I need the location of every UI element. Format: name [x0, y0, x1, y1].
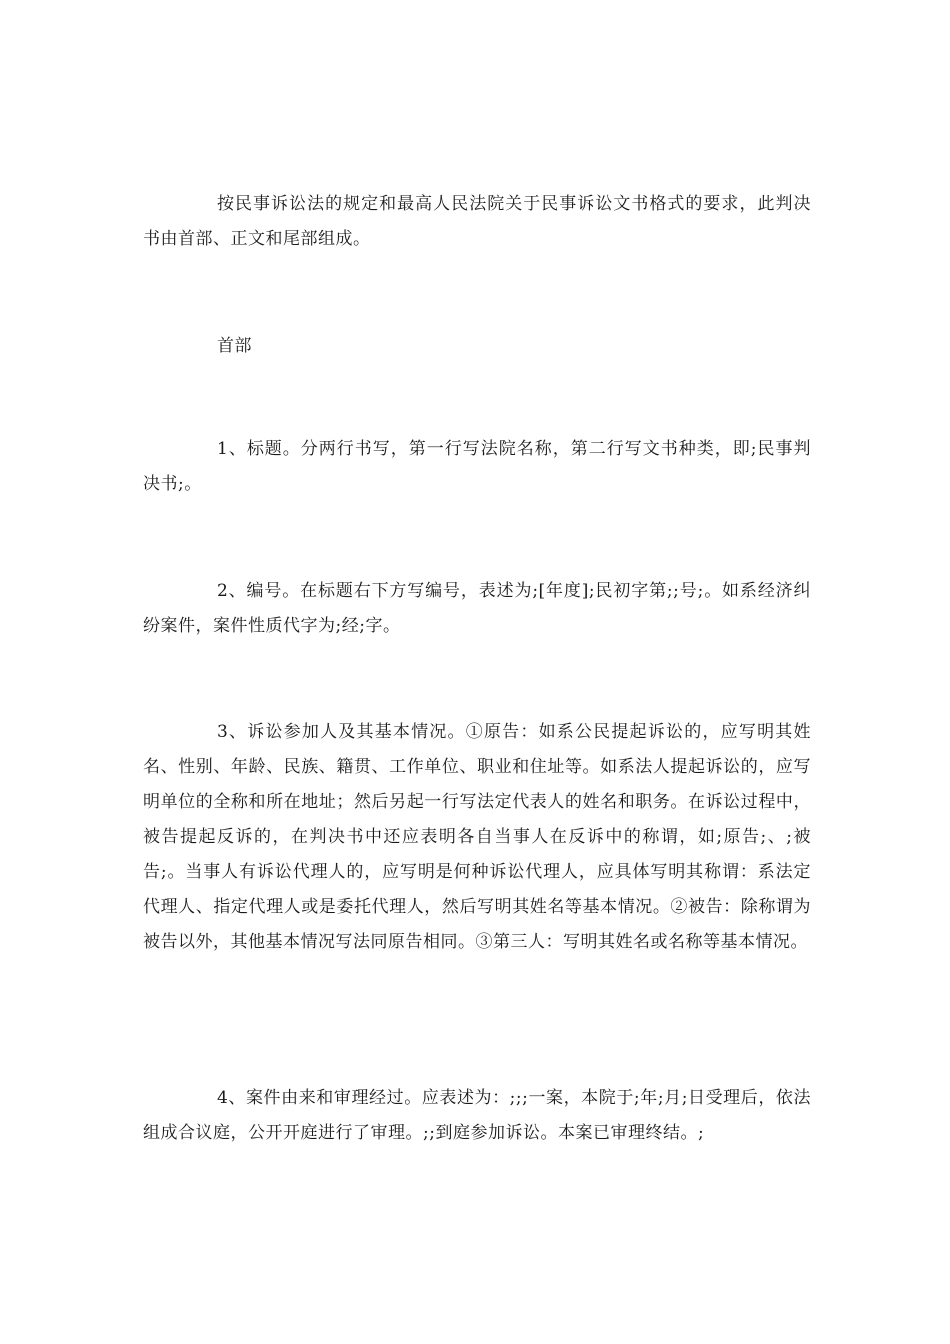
- section-heading-header: 首部: [217, 336, 252, 356]
- item-case-origin-paragraph: 4、案件由来和审理经过。应表述为：;;;一案，本院于;年;月;日受理后，依法组成合议庭，公开开庭进行了审理。;;到庭参加诉讼。本案已审理终结。;: [143, 1088, 811, 1143]
- item-number-paragraph: 2、编号。在标题右下方写编号，表述为;[年度];民初字第;;号;。如系经济纠纷案件，案件性质代字为;经;字。: [143, 581, 811, 636]
- item-title-paragraph: 1、标题。分两行书写，第一行写法院名称，第二行写文书种类，即;民事判决书;。: [143, 439, 811, 494]
- item-participants-paragraph: 3、诉讼参加人及其基本情况。①原告：如系公民提起诉讼的，应写明其姓名、性别、年龄、民族、籍贯、工作单位、职业和住址等。如系法人提起诉讼的，应写明单位的全称和所在地址；然后另起一行写法定代表人的姓名和职务。在诉讼过程中，被告提起反诉的，在判决书中还应表明各自当事人在反诉中的称谓，如;原告;、;被告;。当事人有诉讼代理人的，应写明是何种诉讼代理人，应具体写明其称谓：系法定代理人、指定代理人或是委托代理人，然后写明其姓名等基本情况。②被告：除称谓为被告以外，其他基本情况写法同原告相同。③第三人：写明其姓名或名称等基本情况。: [143, 722, 811, 952]
- intro-paragraph: 按民事诉讼法的规定和最高人民法院关于民事诉讼文书格式的要求，此判决书由首部、正文和尾部组成。: [143, 194, 811, 249]
